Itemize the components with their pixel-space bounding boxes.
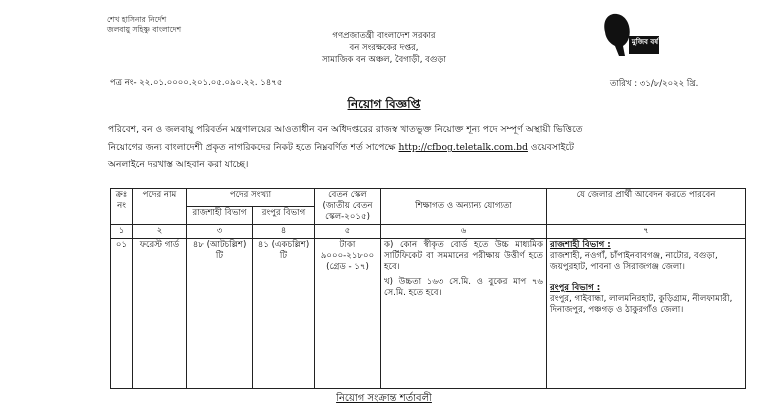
column-number-row <box>111 225 746 239</box>
rajshahi-districts: রাজশাহী, নওগাঁ, চাঁপাইনবাবগঞ্জ, নাটোর, বগুড়া, জয়পুরহাট, পাবনা ও সিরাজগঞ্জ জেলা। <box>550 251 718 272</box>
col-num-4: ৪ <box>253 225 315 239</box>
col-num-2: ২ <box>133 225 187 239</box>
th-qualification: শিক্ষাগত ও অন্যান্য যোগ্যতা <box>381 189 547 225</box>
slogan-line-1: শেখ হাসিনার নির্দেশ <box>107 15 167 24</box>
intro-line-2-pre: নিয়োগের জন্য বাংলাদেশী প্রকৃত নাগরিকদের নিকট হতে নিম্নবর্ণিত শর্ত সাপেক্ষে <box>108 142 399 153</box>
col-num-1: ১ <box>111 225 133 239</box>
th-rangpur: রংপুর বিভাগ <box>253 207 315 225</box>
col-num-3: ৩ <box>187 225 253 239</box>
th-districts: যে জেলার প্রার্থী আবেদন করতে পারবেন <box>547 189 746 225</box>
intro-line-2-post: ওয়েবসাইটে <box>527 142 575 153</box>
slogan-line-2: জলবায়ু সহিষ্ণু বাংলাদেশ <box>107 25 182 34</box>
conditions-title: নিয়োগ সংক্রান্ত শর্তাবলী <box>336 393 432 404</box>
intro-line-1: পরিবেশ, বন ও জলবায়ু পরিবর্তন মন্ত্রণালয়ের আওতাধীন বন অধিদপ্তরের রাজস্ব খাতভুক্ত নিয়োক্ত শূন্য পদে সম্পূর্ণ অস্থায়ী ভিত্তিতে <box>108 124 583 135</box>
row-rangpur-count: ৪১ (একচল্লিশ) টি <box>253 239 315 389</box>
row-serial: ০১ <box>111 239 133 389</box>
table-row <box>111 239 746 389</box>
memo-number: পত্র নং- ২২.০১.০০০০.২০১.০৫.০৯০.২২. ১৪৭৫ <box>110 78 283 88</box>
application-link[interactable]: http://cfbog.teletalk.com.bd <box>398 142 528 153</box>
col-num-7: ৭ <box>547 225 746 239</box>
header-office: বন সংরক্ষকের দপ্তর, <box>349 43 419 53</box>
row-post-name: ফরেস্ট গার্ড <box>133 239 187 389</box>
th-serial: ক্রঃ নং <box>111 189 133 225</box>
th-post-count: পদের সংখ্যা <box>187 189 315 207</box>
col-num-6: ৬ <box>381 225 547 239</box>
th-pay-scale: বেতন স্কেল (জাতীয় বেতন স্কেল-২০১৫) <box>315 189 381 225</box>
row-qualification <box>381 239 547 389</box>
page-title: নিয়োগ বিজ্ঞপ্তি <box>347 97 421 111</box>
qualification-b: খ) উচ্চতা ১৬৩ সে.মি. ও বুকের মাপ ৭৬ সে.মি. হতে হবে। <box>384 277 544 298</box>
logo-text: মুজিব বর্ষ <box>631 38 659 46</box>
header-government: গণপ্রজাতন্ত্রী বাংলাদেশ সরকার <box>332 31 436 41</box>
rangpur-districts: রংপুর, গাইবান্ধা, লালমনিরহাট, কুড়িগ্রাম, নীলফামারী, দিনাজপুর, পঞ্চগড় ও ঠাকুরগাঁও জেলা। <box>550 294 733 315</box>
intro-line-2 <box>108 142 574 154</box>
header-address: সামাজিক বন অঞ্চল, বৈগাড়ী, বগুড়া <box>322 55 446 65</box>
rajshahi-division-title: রাজশাহী বিভাগ : <box>550 240 611 250</box>
row-districts <box>547 239 746 389</box>
memo-date: তারিখ : ৩১/৮/২০২২ খ্রি. <box>610 79 699 89</box>
th-post-name: পদের নাম <box>133 189 187 225</box>
row-rajshahi-count: ৪৮ (আটচল্লিশ) টি <box>187 239 253 389</box>
th-rajshahi: রাজশাহী বিভাগ <box>187 207 253 225</box>
col-num-5: ৫ <box>315 225 381 239</box>
mujib-borsho-logo <box>593 10 663 60</box>
row-pay-scale: টাকা ৯০০০-২১৮০০ (গ্রেড - ১৭) <box>315 239 381 389</box>
intro-line-3: অনলাইনে দরখাস্ত আহবান করা যাচ্ছে। <box>108 159 249 170</box>
vacancy-table <box>110 188 746 389</box>
qualification-a: ক) কোন স্বীকৃত বোর্ড হতে উচ্চ মাধ্যমিক সার্টিফিকেট বা সমমানের পরীক্ষায় উত্তীর্ণ হতে হবে। <box>384 240 544 272</box>
rangpur-division-title: রংপুর বিভাগ : <box>550 283 601 293</box>
